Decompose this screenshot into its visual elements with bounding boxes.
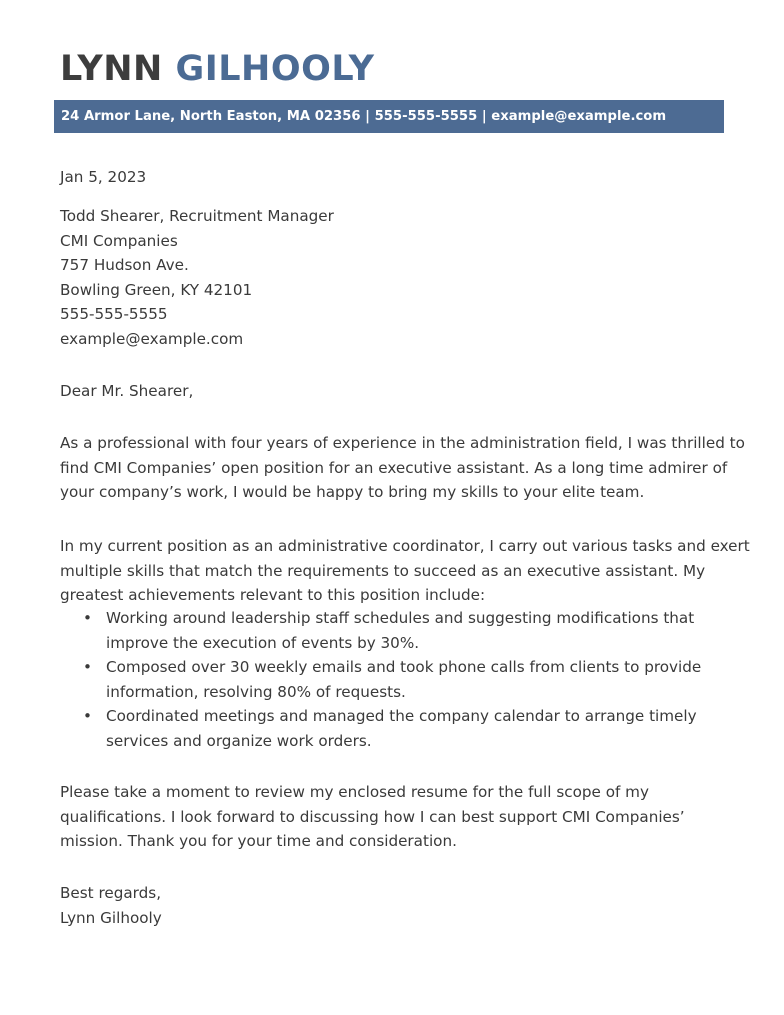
list-item-line: information, resolving 80% of requests.	[106, 682, 406, 701]
salutation	[60, 379, 728, 404]
recipient-email: example@example.com	[60, 329, 244, 348]
letter-date	[60, 165, 728, 190]
recipient-street: 757 Hudson Ave.	[60, 256, 189, 274]
bullet-icon: •	[83, 658, 92, 676]
paragraph-line: qualifications. I look forward to discussing how I can best support CMI Companies’	[60, 807, 685, 826]
list-item	[60, 655, 728, 704]
recipient-company: CMI Companies	[60, 231, 178, 250]
list-item	[60, 704, 728, 753]
date-line: Jan 5, 2023	[60, 168, 147, 186]
paragraph-line: your company’s work, I would be happy to bring my skills to your elite team.	[60, 483, 645, 501]
paragraph-line: mission. Thank you for your time and consideration.	[60, 832, 457, 850]
recipient-phone: 555-555-5555	[60, 305, 168, 323]
recipient-city: Bowling Green, KY 42101	[60, 280, 253, 299]
paragraph-intro	[60, 431, 745, 505]
paragraph-line: find CMI Companies’ open position for an executive assistant. As a long time admirer of	[60, 458, 728, 477]
applicant-name	[60, 46, 375, 92]
paragraph-line: multiple skills that match the requirements to succeed as an executive assistant. My	[60, 561, 706, 580]
recipient-block	[60, 204, 728, 351]
achievements-list	[60, 606, 728, 753]
paragraph-experience	[60, 534, 750, 608]
salutation-text: Dear Mr. Shearer,	[60, 382, 194, 400]
paragraph-line: As a professional with four years of experience in the administration field, I was thrilled to	[60, 434, 745, 452]
paragraph-line: In my current position as an administrative coordinator, I carry out various tasks and exert	[60, 537, 750, 555]
signature: Lynn Gilhooly	[60, 908, 162, 927]
list-item-line: Coordinated meetings and managed the company calendar to arrange timely	[106, 707, 697, 725]
bullet-icon: •	[83, 609, 92, 627]
sign-off	[60, 881, 728, 930]
list-item	[60, 606, 728, 655]
list-item-line: services and organize work orders.	[106, 731, 372, 750]
list-item-line: Composed over 30 weekly emails and took phone calls from clients to provide	[106, 658, 702, 676]
paragraph-line: greatest achievements relevant to this position include:	[60, 586, 486, 604]
first-name: LYNN	[60, 49, 163, 89]
recipient-name: Todd Shearer, Recruitment Manager	[60, 207, 334, 225]
paragraph-line: Please take a moment to review my enclosed resume for the full scope of my	[60, 783, 649, 801]
list-item-line: Working around leadership staff schedules and suggesting modifications that	[106, 609, 695, 627]
list-item-line: improve the execution of events by 30%.	[106, 633, 420, 652]
bullet-icon: •	[83, 707, 92, 725]
closing-text: Best regards,	[60, 884, 162, 902]
paragraph-closing	[60, 780, 728, 854]
contact-bar: 24 Armor Lane, North Easton, MA 02356 | 555-555-5555 | example@example.com	[54, 100, 724, 133]
last-name: GILHOOLY	[175, 49, 375, 89]
